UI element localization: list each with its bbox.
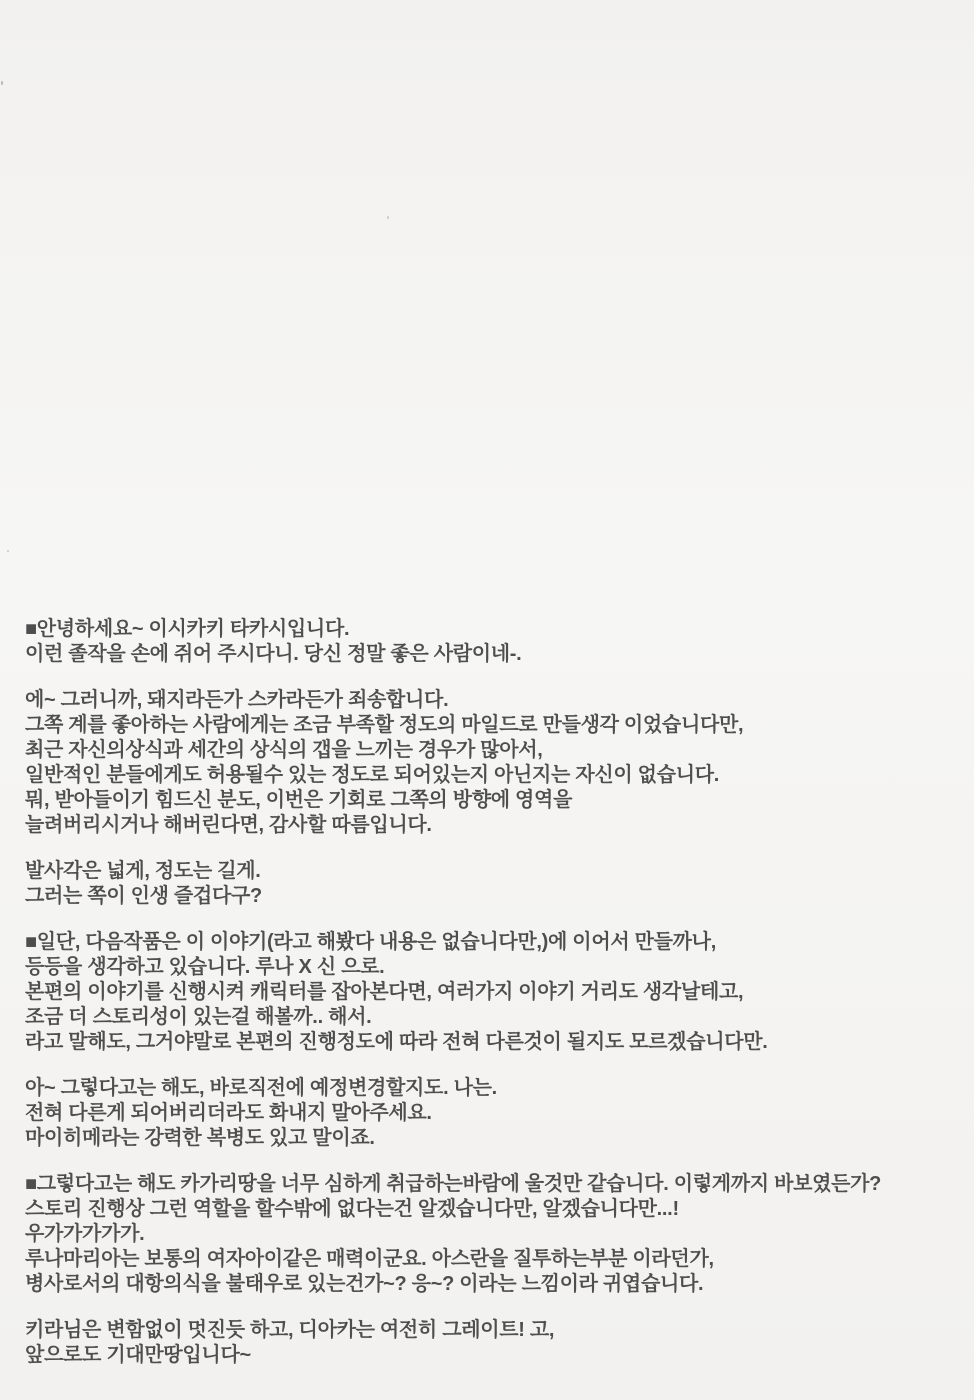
- text-line: ■안녕하세요~ 이시카키 타카시입니다.: [25, 618, 350, 640]
- text-line: ■일단, 다음작품은 이 이야기(라고 해봤다 내용은 없습니다만,)에 이어서 만들까나,: [25, 931, 716, 953]
- motto-paragraph: [25, 859, 965, 909]
- text-line: 뭐, 받아들이기 힘드신 분도, 이번은 기회로 그쪽의 방향에 영역을: [25, 789, 573, 811]
- scan-speck: [7, 550, 9, 552]
- next-work-paragraph: [25, 930, 965, 1055]
- apology-paragraph: [25, 688, 965, 838]
- text-line: 키라님은 변함없이 멋진듯 하고, 디아카는 여전히 그레이트! 고,: [25, 1319, 555, 1341]
- text-line: 앞으로도 기대만땅입니다~: [25, 1344, 251, 1366]
- text-line: 마이히메라는 강력한 복병도 있고 말이죠.: [25, 1127, 375, 1149]
- scan-speck: [1, 81, 3, 85]
- scan-speck: [387, 216, 389, 219]
- text-line: ■그렇다고는 해도 카가리땅을 너무 심하게 취급하는바람에 울것만 같습니다. 이렇게까지 바보였든가?: [25, 1173, 882, 1195]
- plans-change-paragraph: [25, 1076, 965, 1151]
- text-line: 발사각은 넓게, 정도는 길게.: [25, 860, 261, 882]
- characters-paragraph: [25, 1172, 965, 1297]
- text-line: 일반적인 분들에게도 허용될수 있는 정도로 되어있는지 아닌지는 자신이 없습니다.: [25, 764, 719, 786]
- text-line: 그쪽 계를 좋아하는 사람에게는 조금 부족할 정도의 마일드로 만들생각 이었습니다만,: [25, 714, 744, 736]
- text-line: 이런 졸작을 손에 쥐어 주시다니. 당신 정말 좋은 사람이네-.: [25, 643, 522, 665]
- text-line: 등등을 생각하고 있습니다. 루나 X 신 으로.: [25, 956, 385, 978]
- text-line: 늘려버리시거나 해버린다면, 감사할 따름입니다.: [25, 814, 432, 836]
- text-line: 본편의 이야기를 신행시켜 캐릭터를 잡아본다면, 여러가지 이야기 거리도 생각날테고,: [25, 981, 744, 1003]
- text-line: 루나마리아는 보통의 여자아이같은 매력이군요. 아스란을 질투하는부분 이라던가,: [25, 1248, 714, 1270]
- greeting-paragraph: [25, 617, 965, 667]
- text-line: 우가가가가가.: [25, 1223, 145, 1245]
- text-line: 에~ 그러니까, 돼지라든가 스카라든가 죄송합니다.: [25, 689, 449, 711]
- text-line: 병사로서의 대항의식을 불태우로 있는건가~? 응~? 이라는 느낌이라 귀엽습니다.: [25, 1273, 704, 1295]
- text-line: 전혀 다른게 되어버리더라도 화내지 말아주세요.: [25, 1102, 432, 1124]
- text-line: 라고 말해도, 그거야말로 본편의 진행정도에 따라 전혀 다른것이 될지도 모르겠습니다만.: [25, 1031, 768, 1053]
- text-line: 아~ 그렇다고는 해도, 바로직전에 예정변경할지도. 나는.: [25, 1077, 497, 1099]
- text-line: 최근 자신의상식과 세간의 상식의 갭을 느끼는 경우가 많아서,: [25, 739, 543, 761]
- text-line: 그러는 쪽이 인생 즐겁다구?: [25, 885, 262, 907]
- afterword-text-block: [25, 617, 965, 1389]
- closing-paragraph: [25, 1318, 965, 1368]
- text-line: 스토리 진행상 그런 역할을 할수밖에 없다는건 알겠습니다만, 알겠습니다만...!: [25, 1198, 679, 1220]
- text-line: 조금 더 스토리성이 있는걸 해볼까.. 해서.: [25, 1006, 372, 1028]
